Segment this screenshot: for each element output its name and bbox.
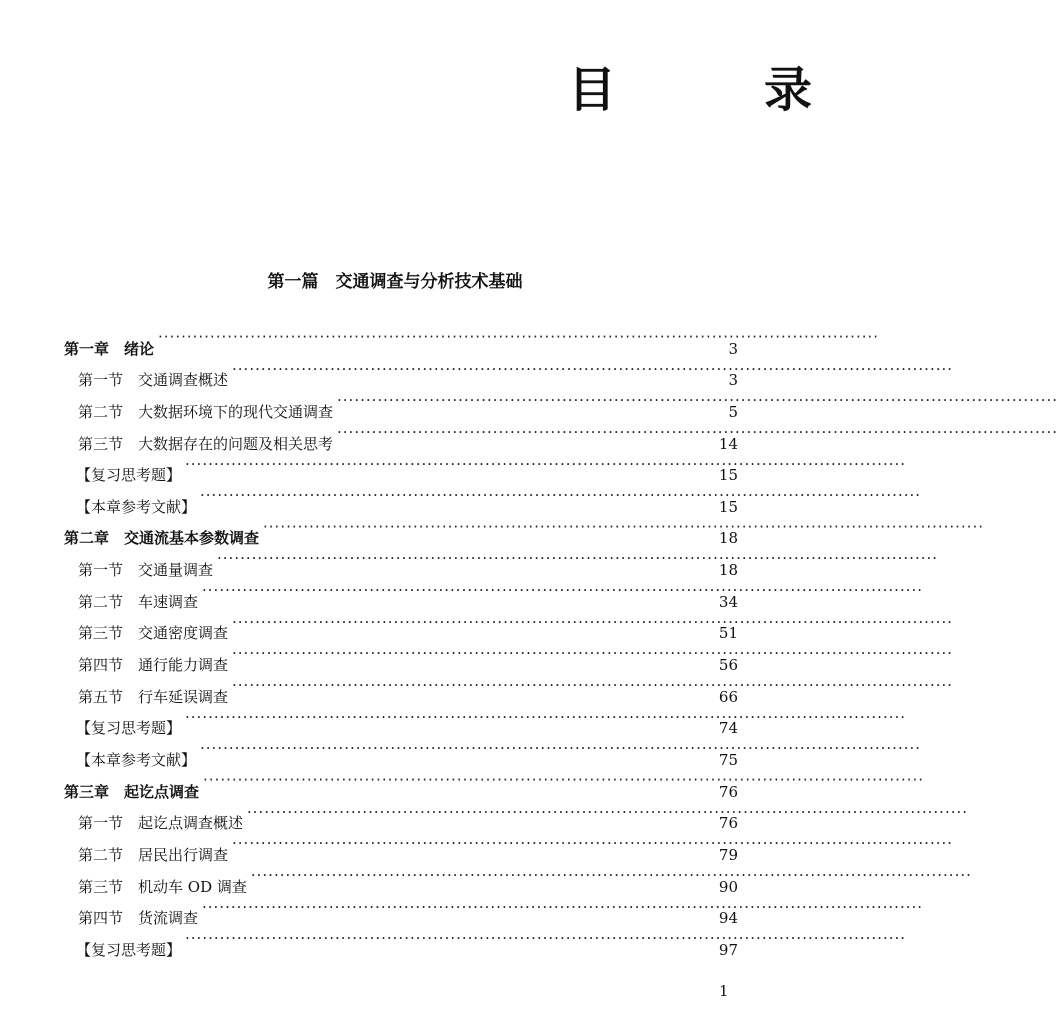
- dot-leader: [232, 354, 720, 386]
- toc-entry-label: 第二节 大数据环境下的现代交通调查: [78, 402, 334, 421]
- toc-entry-chapter[interactable]: [64, 322, 738, 358]
- toc-entry-label: 第五节 行车延误调查: [78, 687, 229, 706]
- toc-entry-label: 第三节 大数据存在的问题及相关思考: [78, 434, 334, 453]
- dot-leader: [185, 449, 715, 481]
- dot-leader: [217, 543, 715, 575]
- toc-entry-page: 5: [728, 402, 738, 421]
- toc-entry-label: 【本章参考文献】: [76, 750, 197, 769]
- toc-entry-label: 第三节 机动车 OD 调查: [78, 877, 247, 896]
- page-title: 目 录: [568, 62, 863, 118]
- toc-entry-page: 34: [718, 592, 738, 611]
- dot-leader: [203, 765, 715, 797]
- toc-entry-page: 15: [718, 466, 738, 485]
- dot-leader: [247, 797, 715, 829]
- dot-leader: [232, 670, 715, 702]
- toc-entry-page: 56: [718, 656, 738, 675]
- toc-entry-page: 14: [718, 434, 738, 453]
- toc-entry-page: 15: [718, 497, 738, 516]
- toc-entry-page: 51: [718, 624, 738, 643]
- toc-entry-page: 3: [728, 371, 738, 390]
- toc-entry-label: 第三节 交通密度调查: [78, 624, 229, 643]
- toc-entry-label: 第一章 绪论: [64, 339, 155, 358]
- dot-leader: [185, 702, 715, 734]
- toc-entry-label: 第四节 货流调查: [78, 909, 199, 928]
- toc-entry-page: 79: [718, 845, 738, 864]
- dot-leader: [202, 575, 715, 607]
- toc-entry-label: 第一节 交通调查概述: [78, 371, 229, 390]
- toc-entry-label: 第一节 起讫点调查概述: [78, 814, 244, 833]
- page-number: 1: [719, 982, 729, 1000]
- toc-entry-page: 97: [718, 940, 738, 959]
- toc-entry-label: 第四节 通行能力调查: [78, 656, 229, 675]
- toc-entry-label: 【复习思考题】: [76, 466, 182, 485]
- dot-leader: [202, 892, 715, 924]
- dot-leader: [185, 923, 715, 955]
- toc-entry-page: 74: [718, 719, 738, 738]
- dot-leader: [232, 638, 715, 670]
- toc-entry-label: 第一节 交通量调查: [78, 561, 214, 580]
- toc-entry-page: 3: [728, 339, 738, 358]
- toc-entry-page: 75: [718, 750, 738, 769]
- toc-entry-label: 第三章 起讫点调查: [64, 782, 200, 801]
- dot-leader: [232, 607, 715, 639]
- toc-entry-label: 【复习思考题】: [76, 719, 182, 738]
- toc-entry-page: 76: [718, 782, 738, 801]
- toc-entry-page: 90: [718, 877, 738, 896]
- toc-entry-page: 76: [718, 814, 738, 833]
- part-title: 第一篇 交通调查与分析技术基础: [267, 272, 523, 292]
- dot-leader: [263, 512, 715, 544]
- toc-entry-section[interactable]: [64, 354, 738, 390]
- dot-leader: [251, 860, 715, 892]
- toc-entry-label: 第二章 交通流基本参数调查: [64, 529, 260, 548]
- dot-leader: [200, 733, 715, 765]
- toc-entry-label: 【本章参考文献】: [76, 497, 197, 516]
- toc-entry-page: 18: [718, 529, 738, 548]
- toc-entry-page: 18: [718, 561, 738, 580]
- table-of-contents: [0, 322, 790, 959]
- toc-entry-label: 【复习思考题】: [76, 940, 182, 959]
- toc-entry-label: 第二节 车速调查: [78, 592, 199, 611]
- dot-leader: [337, 417, 715, 449]
- dot-leader: [337, 385, 720, 417]
- toc-entry-page: 94: [718, 909, 738, 928]
- dot-leader: [200, 480, 715, 512]
- dot-leader: [158, 322, 720, 354]
- toc-entry-page: 66: [718, 687, 738, 706]
- toc-entry-label: 第二节 居民出行调查: [78, 845, 229, 864]
- dot-leader: [232, 828, 715, 860]
